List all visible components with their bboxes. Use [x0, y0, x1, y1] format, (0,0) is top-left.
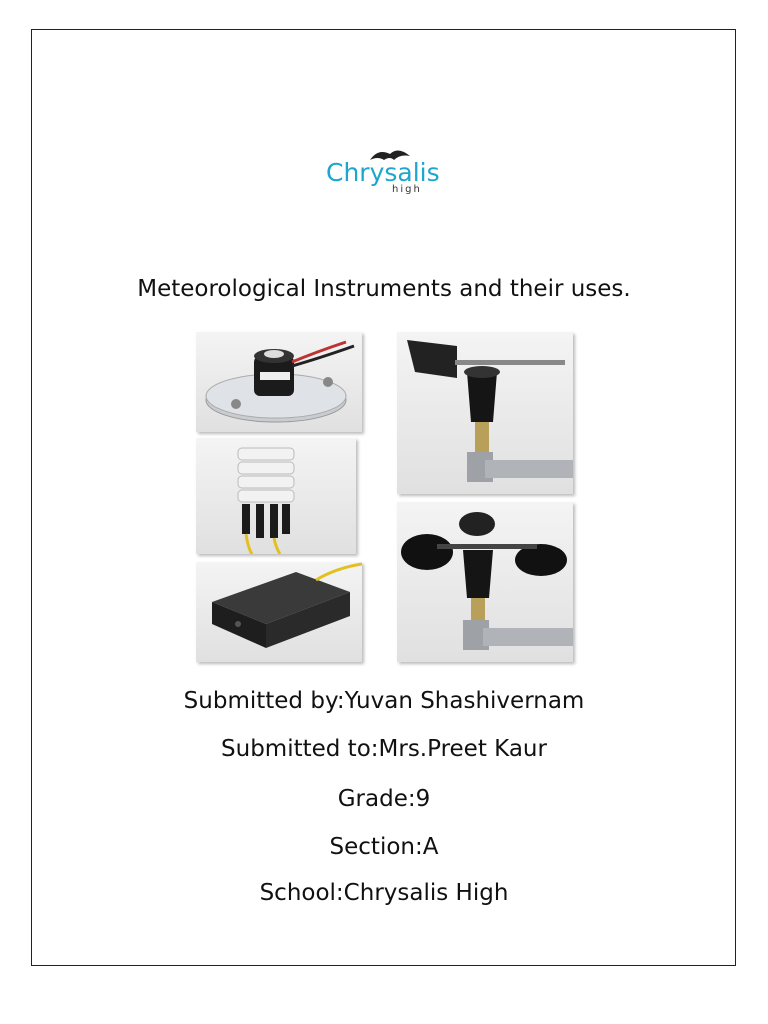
- submitted-by: Submitted by:Yuvan Shashivernam: [183, 688, 585, 714]
- data-logger-photo: [196, 562, 362, 662]
- pyranometer-icon: [196, 332, 362, 432]
- cup-anemometer-icon: [397, 502, 573, 662]
- cup-anemometer-photo: [397, 502, 573, 662]
- section: Section:A: [329, 834, 439, 860]
- grade: Grade:9: [337, 786, 431, 812]
- submitted-to: Submitted to:Mrs.Preet Kaur: [221, 736, 547, 762]
- school: School:Chrysalis High: [259, 880, 509, 906]
- temperature-humidity-shield-icon: [196, 438, 356, 554]
- pyranometer-photo: [196, 332, 362, 432]
- data-logger-box-icon: [196, 562, 362, 662]
- wind-vane-icon: [397, 332, 573, 494]
- chrysalis-logo: [326, 146, 446, 202]
- logo-wordmark: Chrysalis: [326, 158, 440, 187]
- radiation-shield-photo: [196, 438, 356, 554]
- document-title: Meteorological Instruments and their uses.: [137, 276, 631, 302]
- logo-subtext: high: [392, 184, 422, 195]
- wind-vane-photo: [397, 332, 573, 494]
